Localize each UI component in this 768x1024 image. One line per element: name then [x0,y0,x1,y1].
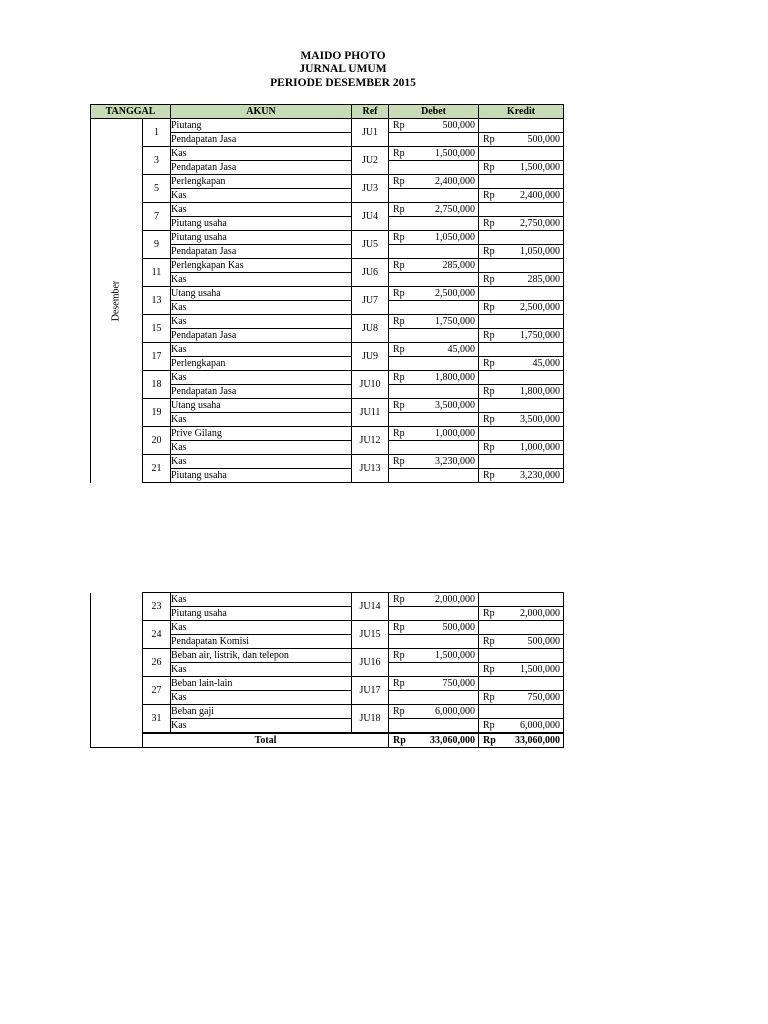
debit-amount [389,593,479,607]
debit-empty [389,469,479,483]
debit-amount [389,119,479,133]
credit-amount [479,691,564,705]
debit-amount-value: 2,000,000 [435,593,475,605]
total-credit-value: 33,060,000 [515,734,560,746]
header-kredit: Kredit [479,105,564,119]
credit-amount [479,663,564,677]
currency-symbol: Rp [393,175,405,187]
credit-empty [479,649,564,663]
credit-amount-value: 500,000 [527,133,560,145]
credit-empty [479,455,564,469]
credit-empty [479,147,564,161]
date-cell: 3 [143,147,171,175]
credit-amount-value: 45,000 [532,357,560,369]
table-row [91,427,564,441]
total-row [91,733,564,748]
credit-account-cell: Piutang usaha [171,469,352,483]
journal-table-page-1 [90,104,564,483]
credit-account-cell: Kas [171,301,352,315]
debit-empty [389,357,479,371]
date-cell: 1 [143,119,171,147]
debit-empty [389,691,479,705]
currency-symbol: Rp [393,734,406,746]
document-title: JURNAL UMUM [299,63,387,75]
date-cell: 21 [143,455,171,483]
credit-amount-value: 1,800,000 [520,385,560,397]
currency-symbol: Rp [483,329,495,341]
credit-amount-value: 2,400,000 [520,189,560,201]
credit-empty [479,315,564,329]
currency-symbol: Rp [393,621,405,633]
credit-account-cell: Kas [171,441,352,455]
debit-account-cell: Kas [171,593,352,607]
currency-symbol: Rp [393,119,405,131]
date-cell: 7 [143,203,171,231]
total-credit [479,733,564,748]
currency-symbol: Rp [393,649,405,661]
debit-amount [389,287,479,301]
currency-symbol: Rp [483,385,495,397]
debit-account-cell: Beban lain-lain [171,677,352,691]
credit-account-cell: Kas [171,663,352,677]
credit-account-cell: Pendapatan Komisi [171,635,352,649]
credit-amount [479,161,564,175]
credit-amount-value: 1,500,000 [520,663,560,675]
debit-empty [389,413,479,427]
debit-account-cell: Kas [171,621,352,635]
credit-amount [479,635,564,649]
debit-amount-value: 1,750,000 [435,315,475,327]
credit-amount-value: 1,000,000 [520,441,560,453]
debit-account-cell: Perlengkapan [171,175,352,189]
ref-cell: JU15 [352,621,389,649]
debit-account-cell: Prive Gilang [171,427,352,441]
credit-amount [479,385,564,399]
credit-account-cell: Pendapatan Jasa [171,161,352,175]
debit-amount-value: 1,000,000 [435,427,475,439]
currency-symbol: Rp [483,635,495,647]
credit-account-cell: Kas [171,189,352,203]
debit-amount [389,455,479,469]
debit-amount-value: 2,750,000 [435,203,475,215]
debit-amount-value: 285,000 [442,259,475,271]
credit-account-cell: Pendapatan Jasa [171,329,352,343]
ref-cell: JU9 [352,343,389,371]
debit-account-cell: Utang usaha [171,287,352,301]
ref-cell: JU16 [352,649,389,677]
date-cell: 5 [143,175,171,203]
currency-symbol: Rp [483,413,495,425]
debit-empty [389,635,479,649]
debit-empty [389,719,479,734]
credit-account-cell: Pendapatan Jasa [171,133,352,147]
date-cell: 20 [143,427,171,455]
date-cell: 18 [143,371,171,399]
date-cell: 17 [143,343,171,371]
credit-account-cell: Piutang usaha [171,607,352,621]
credit-amount [479,273,564,287]
credit-account-cell: Kas [171,719,352,734]
total-debit-value: 33,060,000 [430,734,475,746]
debit-amount-value: 3,230,000 [435,455,475,467]
credit-empty [479,371,564,385]
credit-amount-value: 500,000 [527,635,560,647]
debit-account-cell: Kas [171,315,352,329]
debit-amount-value: 1,050,000 [435,231,475,243]
month-cell [91,119,143,483]
total-label: Total [143,733,389,748]
date-cell: 31 [143,705,171,734]
credit-account-cell: Piutang usaha [171,217,352,231]
table-row [91,343,564,357]
ref-cell: JU3 [352,175,389,203]
credit-empty [479,593,564,607]
currency-symbol: Rp [393,147,405,159]
ref-cell: JU6 [352,259,389,287]
credit-amount-value: 2,000,000 [520,607,560,619]
credit-empty [479,175,564,189]
ref-cell: JU7 [352,287,389,315]
period-title: PERIODE DESEMBER 2015 [270,77,416,89]
debit-amount-value: 1,500,000 [435,649,475,661]
ref-cell: JU17 [352,677,389,705]
debit-empty [389,441,479,455]
table-row [91,147,564,161]
currency-symbol: Rp [483,301,495,313]
credit-empty [479,287,564,301]
credit-amount-value: 1,750,000 [520,329,560,341]
currency-symbol: Rp [393,593,405,605]
table-row [91,175,564,189]
credit-amount-value: 6,000,000 [520,719,560,731]
credit-empty [479,621,564,635]
debit-empty [389,133,479,147]
credit-empty [479,399,564,413]
currency-symbol: Rp [483,663,495,675]
ref-cell: JU5 [352,231,389,259]
debit-account-cell: Kas [171,147,352,161]
debit-account-cell: Perlengkapan Kas [171,259,352,273]
credit-amount-value: 285,000 [527,273,560,285]
credit-empty [479,119,564,133]
credit-amount [479,441,564,455]
debit-account-cell: Utang usaha [171,399,352,413]
debit-amount [389,371,479,385]
debit-empty [389,607,479,621]
currency-symbol: Rp [393,399,405,411]
debit-empty [389,217,479,231]
date-cell: 11 [143,259,171,287]
currency-symbol: Rp [393,259,405,271]
debit-account-cell: Kas [171,343,352,357]
credit-empty [479,677,564,691]
currency-symbol: Rp [393,705,405,717]
credit-empty [479,427,564,441]
credit-account-cell: Kas [171,691,352,705]
journal-table-page-2 [90,592,564,748]
debit-empty [389,273,479,287]
table-row [91,203,564,217]
date-cell: 19 [143,399,171,427]
table-row [91,371,564,385]
ref-cell: JU4 [352,203,389,231]
credit-empty [479,705,564,719]
date-cell: 9 [143,231,171,259]
debit-amount [389,343,479,357]
header-akun: AKUN [171,105,352,119]
table-row [91,231,564,245]
debit-empty [389,329,479,343]
currency-symbol: Rp [483,734,496,746]
debit-empty [389,189,479,203]
debit-amount [389,315,479,329]
debit-amount [389,147,479,161]
table-row [91,705,564,719]
debit-amount-value: 3,500,000 [435,399,475,411]
debit-amount-value: 2,500,000 [435,287,475,299]
credit-amount [479,469,564,483]
table-row [91,593,564,607]
month-label: Desember [110,280,122,322]
table-row [91,455,564,469]
currency-symbol: Rp [483,607,495,619]
date-cell: 23 [143,593,171,621]
credit-account-cell: Pendapatan Jasa [171,245,352,259]
ref-cell: JU10 [352,371,389,399]
credit-empty [479,231,564,245]
currency-symbol: Rp [393,455,405,467]
debit-account-cell: Beban air, listrik, dan telepon [171,649,352,663]
debit-account-cell: Kas [171,371,352,385]
debit-amount [389,621,479,635]
credit-amount-value: 2,500,000 [520,301,560,313]
currency-symbol: Rp [483,161,495,173]
credit-amount [479,413,564,427]
debit-amount [389,175,479,189]
ref-cell: JU14 [352,593,389,621]
currency-symbol: Rp [483,719,495,731]
ref-cell: JU8 [352,315,389,343]
debit-account-cell: Beban gaji [171,705,352,719]
debit-account-cell: Piutang usaha [171,231,352,245]
debit-account-cell: Piutang [171,119,352,133]
currency-symbol: Rp [393,231,405,243]
credit-amount [479,301,564,315]
debit-amount-value: 1,500,000 [435,147,475,159]
debit-amount-value: 45,000 [447,343,475,355]
debit-amount-value: 750,000 [442,677,475,689]
currency-symbol: Rp [393,315,405,327]
date-cell: 24 [143,621,171,649]
credit-amount [479,189,564,203]
credit-account-cell: Pendapatan Jasa [171,385,352,399]
ref-cell: JU1 [352,119,389,147]
credit-amount-value: 1,500,000 [520,161,560,173]
debit-amount [389,231,479,245]
debit-empty [389,301,479,315]
debit-amount [389,259,479,273]
table-row [91,649,564,663]
credit-amount [479,607,564,621]
credit-amount-value: 1,050,000 [520,245,560,257]
ref-cell: JU12 [352,427,389,455]
table-row [91,287,564,301]
date-cell: 27 [143,677,171,705]
date-cell: 13 [143,287,171,315]
currency-symbol: Rp [393,343,405,355]
debit-amount-value: 6,000,000 [435,705,475,717]
header-tanggal: TANGGAL [91,105,171,119]
debit-amount-value: 2,400,000 [435,175,475,187]
table-row [91,399,564,413]
currency-symbol: Rp [483,189,495,201]
credit-amount-value: 3,500,000 [520,413,560,425]
currency-symbol: Rp [483,441,495,453]
debit-amount-value: 500,000 [442,621,475,633]
ref-cell: JU13 [352,455,389,483]
currency-symbol: Rp [393,371,405,383]
credit-account-cell: Kas [171,413,352,427]
currency-symbol: Rp [393,203,405,215]
credit-amount-value: 3,230,000 [520,469,560,481]
credit-account-cell: Perlengkapan [171,357,352,371]
currency-symbol: Rp [393,677,405,689]
debit-amount [389,203,479,217]
currency-symbol: Rp [483,273,495,285]
table-row [91,315,564,329]
debit-account-cell: Kas [171,455,352,469]
currency-symbol: Rp [393,287,405,299]
debit-amount-value: 1,800,000 [435,371,475,383]
debit-account-cell: Kas [171,203,352,217]
currency-symbol: Rp [483,691,495,703]
currency-symbol: Rp [393,427,405,439]
currency-symbol: Rp [483,469,495,481]
total-debit [389,733,479,748]
date-cell: 15 [143,315,171,343]
debit-amount-value: 500,000 [442,119,475,131]
credit-amount [479,245,564,259]
credit-amount [479,329,564,343]
currency-symbol: Rp [483,217,495,229]
credit-amount-value: 750,000 [527,691,560,703]
table-row [91,119,564,133]
debit-amount [389,705,479,719]
currency-symbol: Rp [483,133,495,145]
credit-amount [479,357,564,371]
month-cell [91,593,143,748]
debit-empty [389,385,479,399]
credit-empty [479,203,564,217]
ref-cell: JU11 [352,399,389,427]
debit-empty [389,245,479,259]
header-debet: Debet [389,105,479,119]
ref-cell: JU2 [352,147,389,175]
credit-amount [479,719,564,734]
debit-amount [389,427,479,441]
credit-amount [479,133,564,147]
table-row [91,259,564,273]
debit-empty [389,663,479,677]
credit-amount [479,217,564,231]
debit-amount [389,399,479,413]
currency-symbol: Rp [483,245,495,257]
credit-empty [479,343,564,357]
credit-account-cell: Kas [171,273,352,287]
table-row [91,677,564,691]
table-row [91,621,564,635]
debit-amount [389,677,479,691]
credit-amount-value: 2,750,000 [520,217,560,229]
credit-empty [479,259,564,273]
date-cell: 26 [143,649,171,677]
currency-symbol: Rp [483,357,495,369]
debit-amount [389,649,479,663]
debit-empty [389,161,479,175]
ref-cell: JU18 [352,705,389,734]
header-ref: Ref [352,105,389,119]
table-header-row [91,105,564,119]
company-name: MAIDO PHOTO [300,50,386,62]
